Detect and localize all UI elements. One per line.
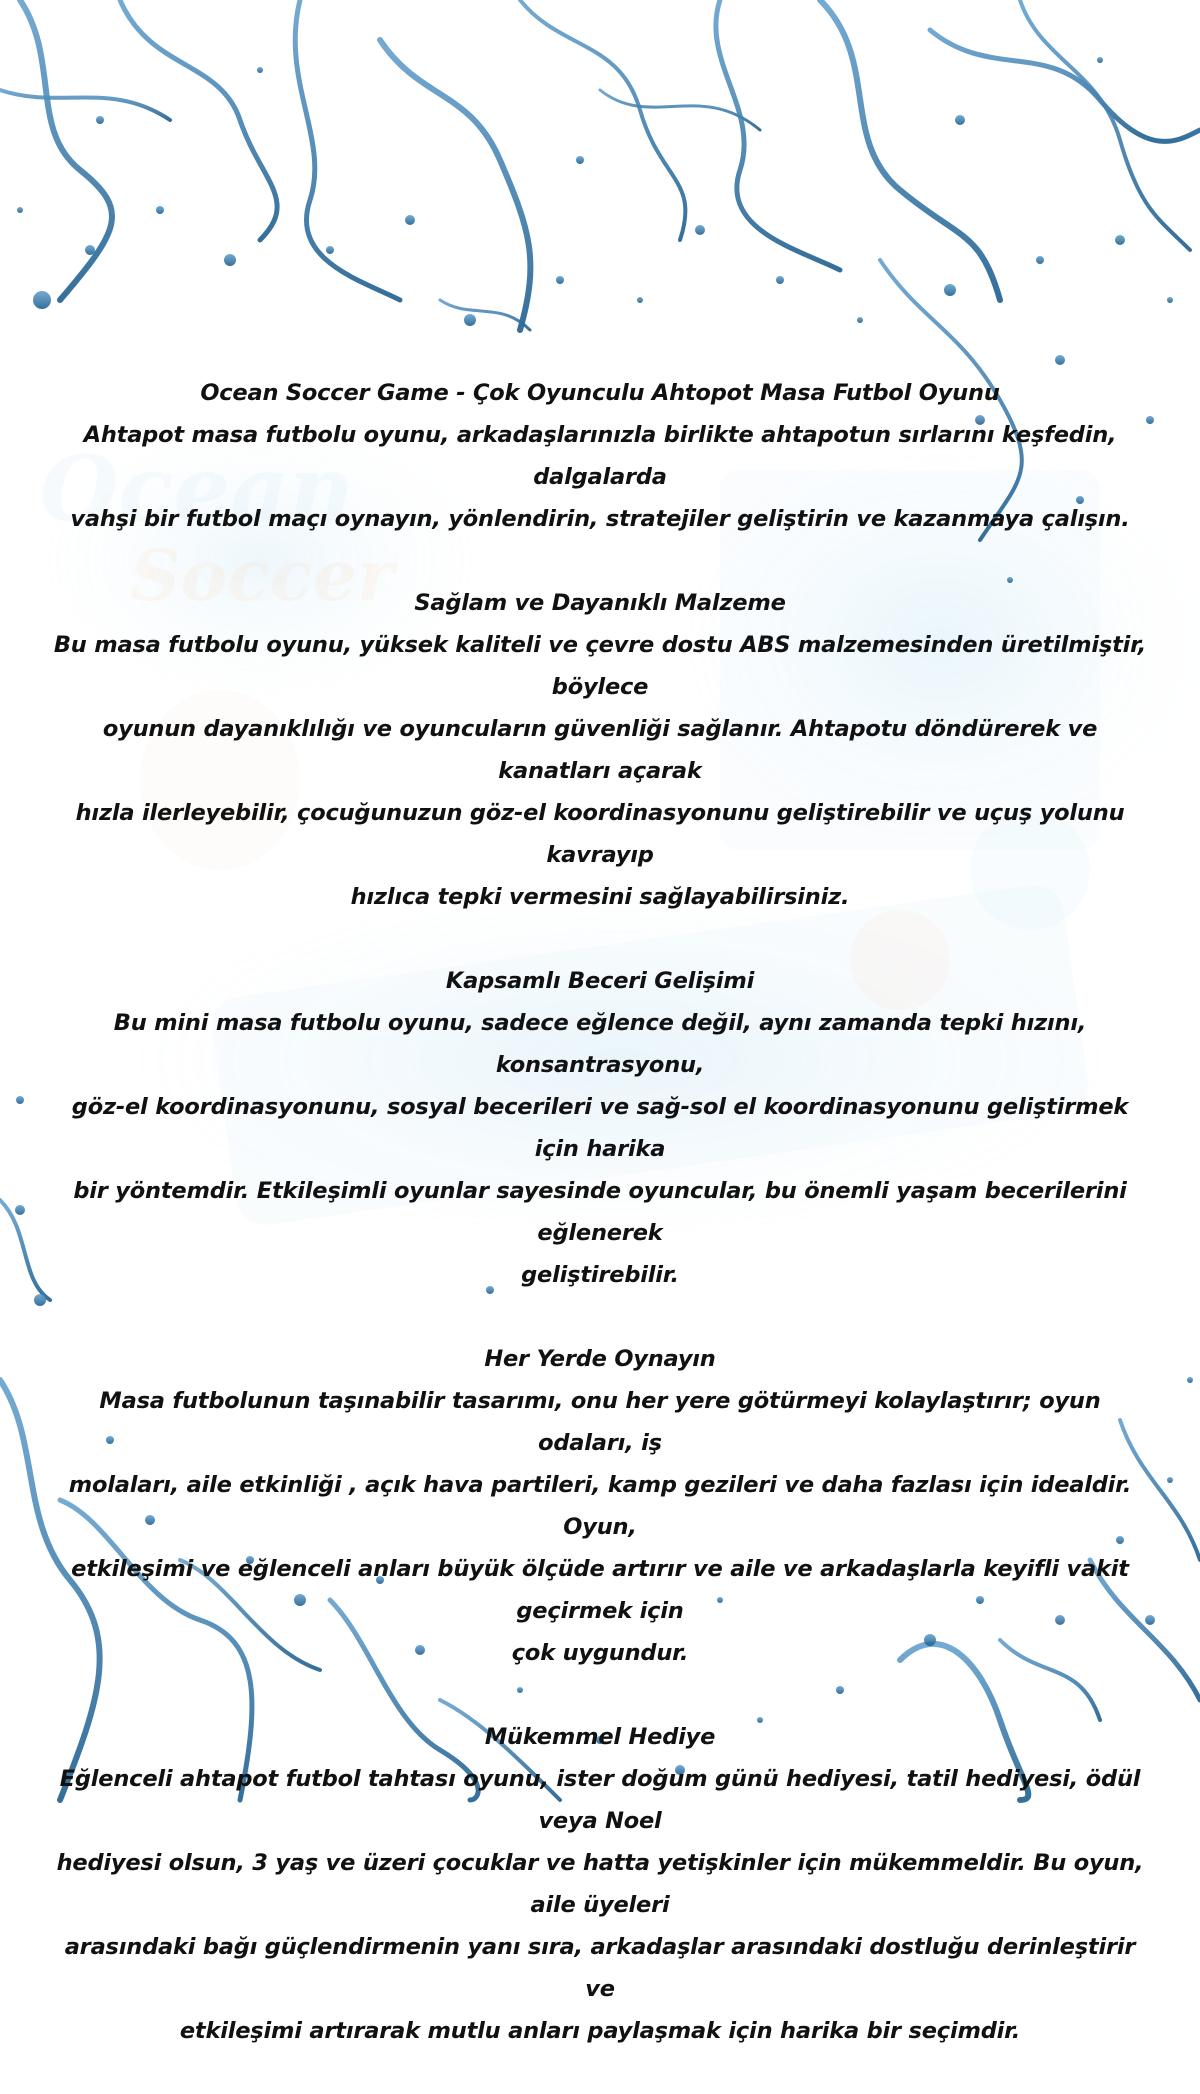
svg-text:Ocean: Ocean [40, 436, 355, 542]
section-heading: Kapsamlı Beceri Gelişimi [445, 968, 755, 994]
page-title: Ocean Soccer Game - Çok Oyunculu Ahtopot Masa Futbol Oyunu [200, 380, 1000, 406]
description-content [50, 372, 1150, 2094]
section-heading: Her Yerde Oynayın [484, 1346, 716, 1372]
intro-section [50, 372, 1150, 540]
intro-text: Ahtapot masa futbolu oyunu, arkadaşlarınızla birlikte ahtapotun sırlarını keşfedin, dalgalarda vahşi bir futbol maçı oynayın, yönlendirin, stratejiler geliştirin ve kazanmaya çalışın. [70, 422, 1130, 532]
section-heading: Sağlam ve Dayanıklı Malzeme [414, 590, 786, 616]
section-body: Eğlenceli ahtapot futbol tahtası oyunu, ister doğum günü hediyesi, tatil hediyesi, ödül veya Noel hediyesi olsun, 3 yaş ve üzeri çocuklar ve hatta yetişkinler için mükemmeldir. Bu oyun, aile üyeleri arasındaki bağı güçlendirmenin yanı sıra, arkadaşlar arasındaki dostluğu derinleştirir ve etkileşimi artırarak mutlu anları paylaşmak için harika bir seçimdir. [56, 1766, 1144, 2044]
section-gift [50, 1716, 1150, 2052]
section-body: Masa futbolunun taşınabilir tasarımı, onu her yere götürmeyi kolaylaştırır; oyun odaları, iş molaları, aile etkinliği , açık hava partileri, kamp gezileri ve daha fazlası için idealdir. Oyun, etkileşimi ve eğlenceli anları büyük ölçüde artırır ve aile ve arkadaşlarla keyifli vakit geçirmek için çok uygundur. [68, 1388, 1132, 1666]
section-skills [50, 960, 1150, 1296]
section-body: Bu mini masa futbolu oyunu, sadece eğlence değil, aynı zamanda tepki hızını, konsantrasyonu, göz-el koordinasyonunu, sosyal becerileri ve sağ-sol el koordinasyonunu geliştirmek için harika bir yöntemdir. Etkileşimli oyunlar sayesinde oyuncular, bu önemli yaşam becerilerini eğlenerek geliştirebilir. [71, 1010, 1129, 1288]
section-materials [50, 582, 1150, 918]
svg-text:Soccer: Soccer [130, 534, 394, 617]
section-portable [50, 1338, 1150, 1674]
section-body: Bu masa futbolu oyunu, yüksek kaliteli ve çevre dostu ABS malzemesinden üretilmiştir, böylece oyunun dayanıklılığı ve oyuncuların güvenliği sağlanır. Ahtapotu döndürerek ve kanatları açarak hızla ilerleyebilir, çocuğunuzun göz-el koordinasyonunu geliştirebilir ve uçuş yolunu kavrayıp hızlıca tepki vermesini sağlayabilirsiniz. [53, 632, 1147, 910]
section-heading: Mükemmel Hediye [484, 1724, 716, 1750]
